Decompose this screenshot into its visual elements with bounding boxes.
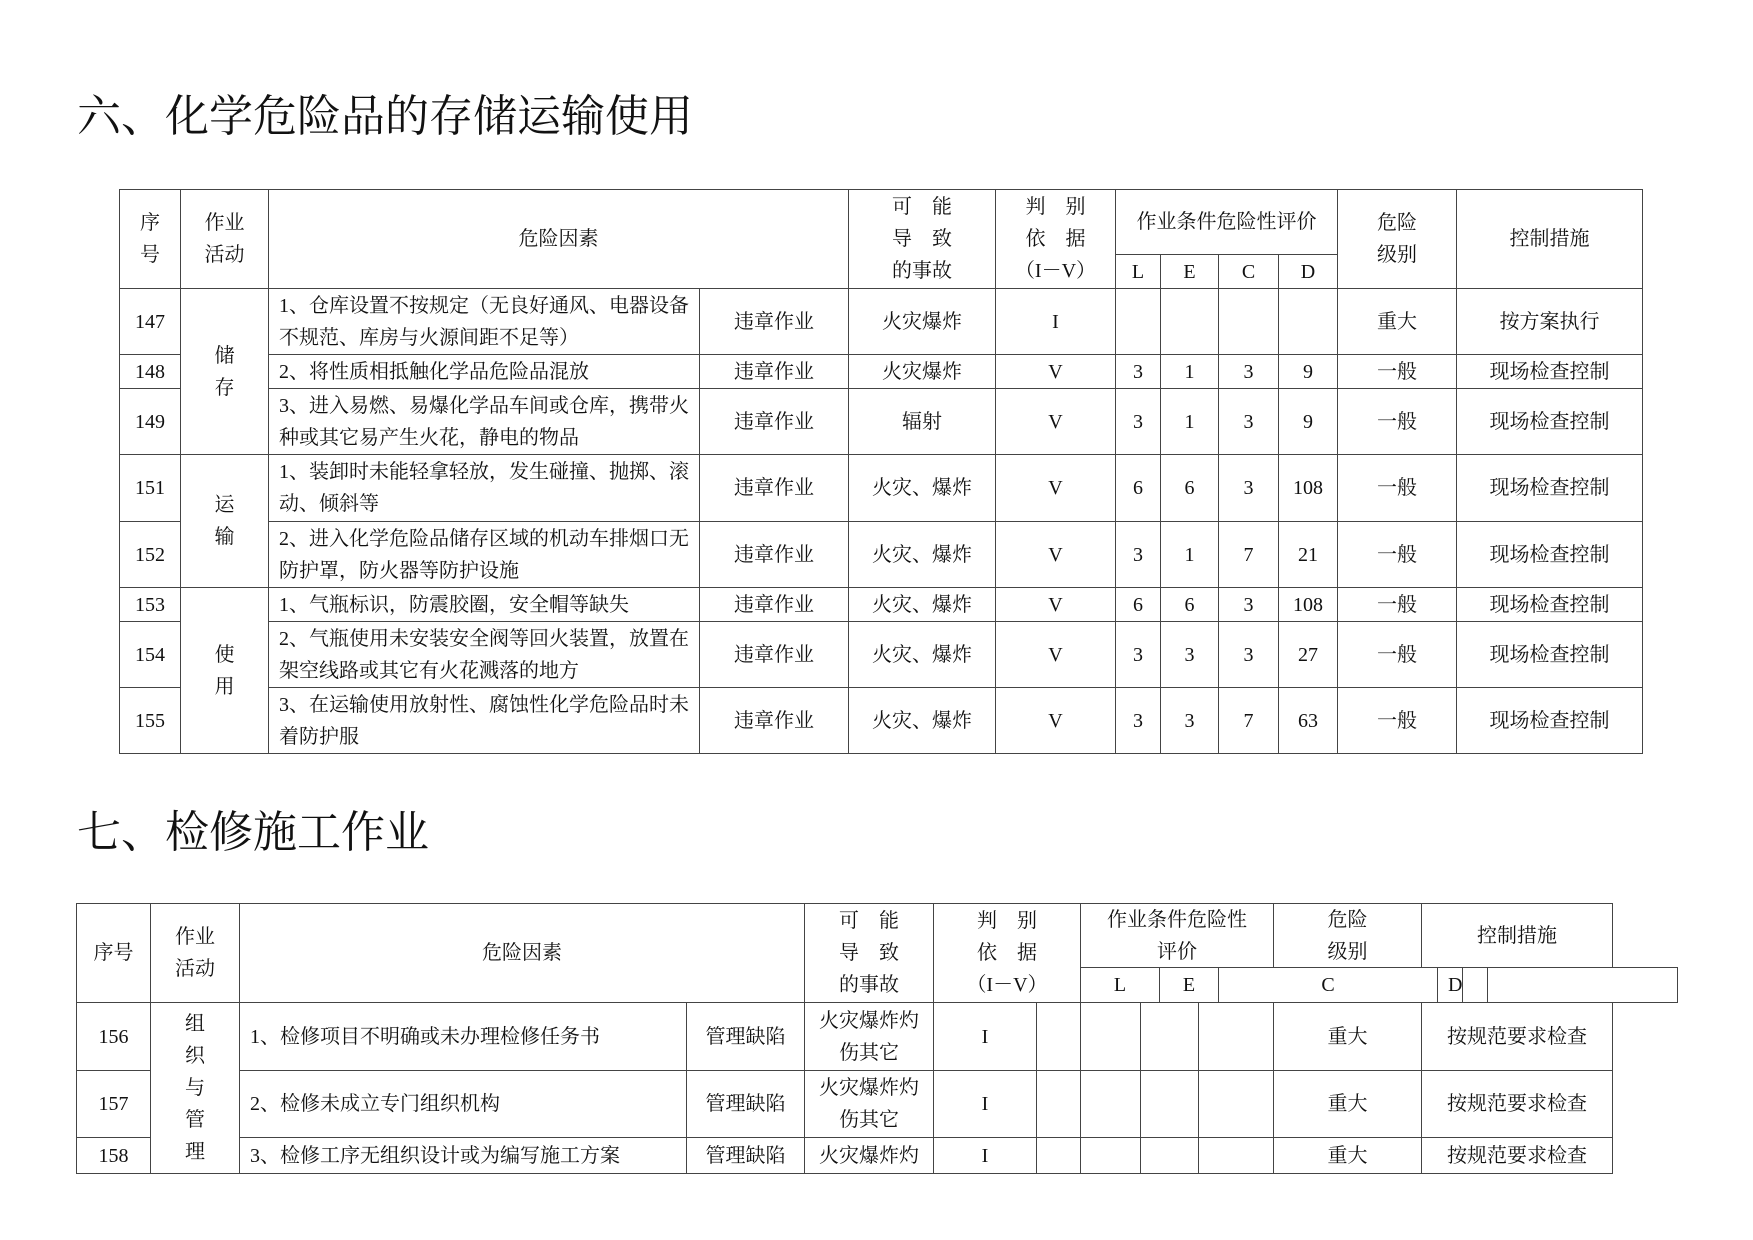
section-6-title: 六、化学危险品的存储运输使用 [77,92,693,141]
row-C: 3 [1218,587,1279,622]
row-accident: 辐射 [848,388,996,455]
header-level: 危险 级别 [1273,903,1422,968]
row-E: 3 [1160,687,1219,754]
header-L: L [1080,967,1160,1003]
row-basis: V [995,388,1116,455]
activity-group: 运 输 [180,454,269,588]
row-id: 156 [76,1002,151,1071]
row-L: 3 [1115,354,1161,389]
row-type: 管理缺陷 [686,1070,805,1138]
row-basis: I [995,288,1116,355]
row-accident: 火灾爆炸 [848,354,996,389]
row-basis: I [933,1070,1037,1138]
row-D: 21 [1278,521,1338,588]
row-measure: 按方案执行 [1456,288,1643,355]
row-level: 一般 [1337,587,1457,622]
header-id: 序 号 [119,189,181,289]
row-empty-cell [1140,1137,1199,1174]
row-measure: 按规范要求检查 [1421,1002,1613,1071]
row-basis: I [933,1002,1037,1071]
row-id: 149 [119,388,181,455]
header-id: 序号 [76,903,151,1003]
row-L: 3 [1115,687,1161,754]
row-level: 重大 [1273,1070,1422,1138]
header-accident: 可 能 导 致 的事故 [848,189,996,289]
row-id: 158 [76,1137,151,1174]
header-measure: 控制措施 [1456,189,1643,289]
row-measure: 现场检查控制 [1456,621,1643,688]
row-basis: V [995,454,1116,522]
row-level: 一般 [1337,621,1457,688]
header-blank-cell [1462,967,1488,1003]
row-empty-cell [1140,1070,1199,1138]
row-basis: V [995,687,1116,754]
row-accident: 火灾、爆炸 [848,521,996,588]
row-empty-cell [1198,1002,1274,1071]
row-level: 一般 [1337,354,1457,389]
row-C [1218,288,1279,355]
header-activity: 作业 活动 [150,903,240,1003]
row-measure: 现场检查控制 [1456,454,1643,522]
row-type: 违章作业 [699,687,849,754]
row-empty-cell [1036,1070,1081,1138]
row-empty-cell [1036,1002,1081,1071]
row-L: 3 [1115,621,1161,688]
row-measure: 按规范要求检查 [1421,1137,1613,1174]
row-level: 一般 [1337,521,1457,588]
row-id: 155 [119,687,181,754]
row-E: 1 [1160,354,1219,389]
row-accident: 火灾、爆炸 [848,621,996,688]
header-hazard: 危险因素 [268,189,849,289]
row-E: 1 [1160,521,1219,588]
row-D: 9 [1278,354,1338,389]
row-empty-cell [1140,1002,1199,1071]
row-hazard: 3、在运输使用放射性、腐蚀性化学危险品时未着防护服 [268,687,700,754]
row-measure: 现场检查控制 [1456,354,1643,389]
row-C: 3 [1218,354,1279,389]
activity-group: 使 用 [180,587,269,754]
row-L: 6 [1115,587,1161,622]
row-empty-cell [1080,1002,1141,1071]
row-id: 154 [119,621,181,688]
row-id: 148 [119,354,181,389]
row-id: 151 [119,454,181,522]
row-L: 3 [1115,388,1161,455]
activity-group: 组 织 与 管 理 [150,1002,240,1174]
row-accident: 火灾爆炸灼 [804,1137,934,1174]
row-D: 9 [1278,388,1338,455]
row-measure: 现场检查控制 [1456,388,1643,455]
row-E [1160,288,1219,355]
row-id: 152 [119,521,181,588]
row-hazard: 3、检修工序无组织设计或为编写施工方案 [239,1137,687,1174]
row-D: 63 [1278,687,1338,754]
row-accident: 火灾、爆炸 [848,687,996,754]
row-measure: 按规范要求检查 [1421,1070,1613,1138]
row-measure: 现场检查控制 [1456,521,1643,588]
row-level: 重大 [1273,1002,1422,1071]
row-id: 157 [76,1070,151,1138]
row-D: 27 [1278,621,1338,688]
row-empty-cell [1198,1137,1274,1174]
row-accident: 火灾、爆炸 [848,587,996,622]
header-D: D [1437,967,1463,1003]
row-level: 一般 [1337,687,1457,754]
section-7-title: 七、检修施工作业 [77,808,429,857]
header-D: D [1278,254,1338,289]
row-C: 3 [1218,621,1279,688]
header-E: E [1160,254,1219,289]
header-L: L [1115,254,1161,289]
row-type: 违章作业 [699,388,849,455]
row-basis: V [995,354,1116,389]
row-basis: V [995,587,1116,622]
row-type: 违章作业 [699,354,849,389]
row-hazard: 2、进入化学危险品储存区域的机动车排烟口无防护罩，防火器等防护设施 [268,521,700,588]
row-accident: 火灾、爆炸 [848,454,996,522]
row-hazard: 2、检修未成立专门组织机构 [239,1070,687,1138]
header-measure: 控制措施 [1421,903,1613,968]
row-empty-cell [1198,1070,1274,1138]
row-type: 违章作业 [699,521,849,588]
row-hazard: 2、气瓶使用未安装安全阀等回火装置，放置在架空线路或其它有火花溅落的地方 [268,621,700,688]
row-E: 6 [1160,454,1219,522]
row-L: 6 [1115,454,1161,522]
row-E: 6 [1160,587,1219,622]
row-type: 违章作业 [699,454,849,522]
row-empty-cell [1036,1137,1081,1174]
row-level: 重大 [1273,1137,1422,1174]
row-id: 147 [119,288,181,355]
row-type: 违章作业 [699,621,849,688]
row-basis: I [933,1137,1037,1174]
row-type: 违章作业 [699,587,849,622]
row-hazard: 1、检修项目不明确或未办理检修任务书 [239,1002,687,1071]
row-accident: 火灾爆炸灼 伤其它 [804,1002,934,1071]
row-E: 1 [1160,388,1219,455]
row-type: 管理缺陷 [686,1002,805,1071]
header-C: C [1218,967,1438,1003]
row-empty-cell [1080,1070,1141,1138]
row-hazard: 3、进入易燃、易爆化学品车间或仓库，携带火种或其它易产生火花，静电的物品 [268,388,700,455]
header-accident: 可 能 导 致 的事故 [804,903,934,1003]
header-E: E [1159,967,1219,1003]
header-C: C [1218,254,1279,289]
row-accident: 火灾爆炸 [848,288,996,355]
row-level: 一般 [1337,454,1457,522]
row-type: 管理缺陷 [686,1137,805,1174]
header-level: 危险 级别 [1337,189,1457,289]
row-accident: 火灾爆炸灼 伤其它 [804,1070,934,1138]
row-basis: V [995,521,1116,588]
row-basis: V [995,621,1116,688]
header-hazard: 危险因素 [239,903,805,1003]
row-hazard: 2、将性质相抵触化学品危险品混放 [268,354,700,389]
header-activity: 作业 活动 [180,189,269,289]
row-empty-cell [1080,1137,1141,1174]
row-D [1278,288,1338,355]
row-C: 3 [1218,388,1279,455]
row-D: 108 [1278,587,1338,622]
row-L [1115,288,1161,355]
row-C: 7 [1218,687,1279,754]
row-D: 108 [1278,454,1338,522]
row-hazard: 1、气瓶标识，防震胶圈，安全帽等缺失 [268,587,700,622]
row-id: 153 [119,587,181,622]
activity-group: 储 存 [180,288,269,455]
row-measure: 现场检查控制 [1456,687,1643,754]
row-L: 3 [1115,521,1161,588]
header-evaluation: 作业条件危险性 评价 [1080,903,1274,968]
row-C: 3 [1218,454,1279,522]
row-E: 3 [1160,621,1219,688]
row-level: 重大 [1337,288,1457,355]
header-basis: 判 别 依 据 （I－V） [995,189,1116,289]
header-basis: 判 别 依 据 （I－V） [933,903,1081,1003]
row-type: 违章作业 [699,288,849,355]
row-hazard: 1、装卸时未能轻拿轻放，发生碰撞、抛掷、滚动、倾斜等 [268,454,700,522]
header-evaluation: 作业条件危险性评价 [1115,189,1338,255]
row-level: 一般 [1337,388,1457,455]
row-hazard: 1、仓库设置不按规定（无良好通风、电器设备不规范、库房与火源间距不足等） [268,288,700,355]
row-measure: 现场检查控制 [1456,587,1643,622]
header-blank-cell [1487,967,1678,1003]
row-C: 7 [1218,521,1279,588]
